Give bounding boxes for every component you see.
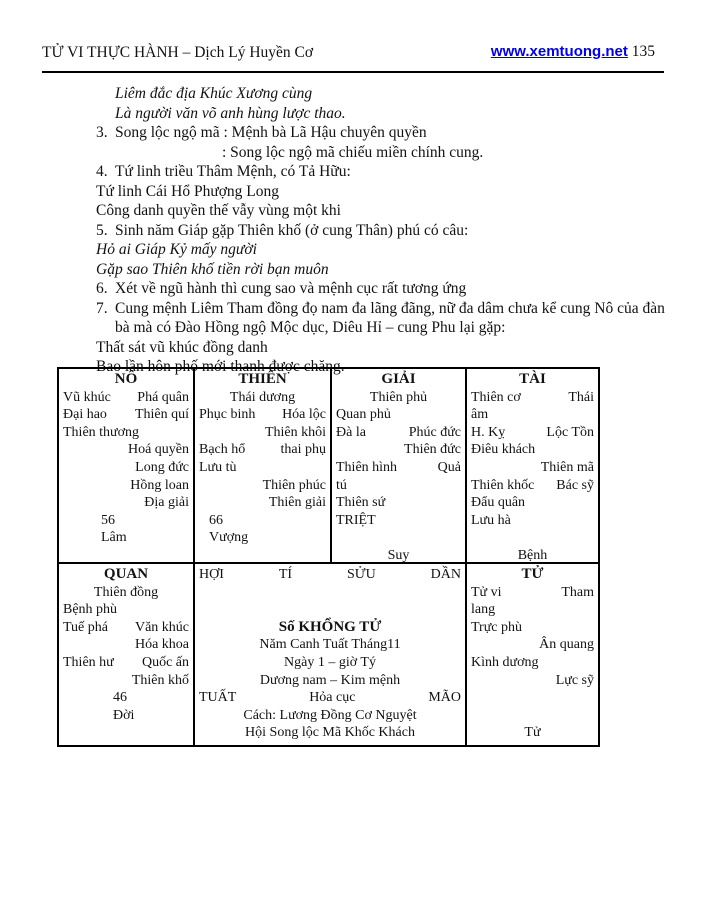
star-label: Phục binh [199, 407, 256, 423]
chart-line [471, 724, 594, 742]
body-line-text: Tứ linh Cái Hổ Phượng Long [96, 182, 280, 200]
chart-line [471, 654, 594, 672]
body-line [222, 143, 687, 163]
chart-line [63, 584, 189, 602]
star-label: Long đức [135, 459, 189, 475]
chart-line [199, 689, 461, 707]
star-label: Hóa khoa [134, 637, 189, 653]
star-label: DẦN [430, 567, 461, 582]
chart-line [471, 477, 594, 495]
chart-line [199, 672, 461, 690]
body-line-text: bà mà có Đào Hồng ngộ Mộc dục, Diêu Hỉ – cung Phu lại gặp: [115, 319, 506, 336]
chart-line [199, 724, 461, 742]
chart-line [471, 406, 594, 424]
body-line-text: Hỏ ai Giáp Kỷ mấy người [96, 241, 257, 258]
body-line [115, 104, 687, 124]
website-link[interactable]: www.xemtuong.net [490, 43, 628, 60]
palace-quan-header: QUAN [103, 566, 149, 582]
page-title: TỬ VI THỰC HÀNH – Dịch Lý Huyền Cơ [42, 44, 314, 61]
star-label: lang [471, 602, 496, 618]
chart-line [471, 389, 594, 407]
chart-line [471, 529, 594, 547]
chart-line [336, 424, 461, 442]
palace-tai-header: TÀI [519, 371, 546, 387]
star-label: H. Kỵ [471, 424, 506, 440]
star-label: Thiên hình [336, 459, 398, 475]
palace-tu [467, 564, 598, 745]
star-label: Lưu tù [199, 459, 237, 475]
star-label: Tuế phá [63, 619, 108, 635]
chart-line [336, 406, 461, 424]
star-label: TRIỆT [336, 512, 376, 528]
star-label: Bác sỹ [556, 477, 594, 493]
star-label: Văn khúc [134, 619, 189, 635]
star-label: Tử vi [471, 584, 502, 600]
chart-line [471, 636, 594, 654]
chart-line [63, 424, 189, 442]
chart-line [471, 601, 594, 619]
chart-line [199, 619, 461, 637]
chart-line [63, 654, 189, 672]
star-label: Thiên phúc [262, 477, 326, 493]
page-number: 135 [631, 43, 655, 60]
chart-line [63, 601, 189, 619]
star-label: Đẩu quân [471, 495, 526, 511]
star-label: Quan phủ [336, 407, 391, 423]
chart-line [63, 389, 189, 407]
body-line-text: Liêm đắc địa Khúc Xương cùng [115, 85, 313, 102]
star-label: Thiên sứ [336, 495, 386, 511]
body-line-text: Thất sát vũ khúc đồng danh [96, 338, 268, 356]
star-label: Thiên mã [540, 459, 594, 475]
body-line [96, 260, 687, 280]
chart-line [199, 494, 326, 512]
palace-giai-header: GIẢI [381, 371, 416, 387]
star-label: Đời [113, 707, 135, 723]
star-label: Ngày 1 – giờ Tý [284, 654, 376, 670]
star-label: Quả [437, 459, 461, 475]
chart-line [199, 512, 326, 530]
body-line [96, 221, 687, 241]
star-label: Địa giải [144, 495, 189, 511]
palace-thien-header: THIÊN [238, 371, 287, 387]
star-label: Phá quân [137, 389, 189, 405]
chart-line [63, 619, 189, 637]
star-label: 56 [101, 512, 115, 528]
star-label: Hóa lộc [282, 407, 326, 423]
chart-line [199, 707, 461, 725]
star-label: Hồng loan [130, 477, 189, 493]
chart-line [63, 689, 189, 707]
chart-line [336, 494, 461, 512]
star-label: Thiên quí [134, 407, 189, 423]
center-panel [195, 564, 467, 745]
star-label: Vượng [209, 530, 249, 546]
list-number: 4. [96, 163, 108, 180]
star-label: Thiên đức [404, 442, 461, 458]
star-label: Quốc ấn [141, 654, 189, 670]
body-text [42, 84, 687, 377]
body-line-text: : Song lộc ngộ mã chiếu miền chính cung. [222, 143, 484, 161]
star-label: Đại hao [63, 407, 107, 423]
body-line-text: Cung mệnh Liêm Tham đồng đọ nam đa lãng đãng, nữ đa dâm chưa kể cung Nô của đàn [115, 299, 665, 317]
palace-thien [195, 369, 332, 564]
chart-line [63, 406, 189, 424]
star-label: Suy [387, 547, 410, 563]
body-line-text: Xét về ngũ hành thì cung sao và mệnh cục rất tương ứng [115, 280, 467, 297]
body-line [96, 182, 687, 202]
chart-line [199, 459, 326, 477]
star-label: Hội Song lộc Mã Khốc Khách [245, 725, 415, 741]
palace-tai [467, 369, 598, 564]
star-label: Lâm [101, 530, 127, 546]
body-line [96, 123, 687, 143]
palace-no-header: NÔ [114, 371, 138, 387]
chart-line [471, 689, 594, 707]
chart-line [471, 707, 594, 725]
chart-line [63, 529, 189, 547]
body-line [96, 279, 687, 299]
star-label: SỬU [346, 567, 376, 582]
chart-line [471, 494, 594, 512]
chart-line [199, 529, 326, 547]
list-number: 7. [96, 299, 108, 317]
palace-giai [332, 369, 467, 564]
body-line-text: Bao lần hôn phố mới thanh được chăng. [96, 358, 345, 375]
star-label: Kình dương [471, 654, 539, 670]
chart-line [199, 584, 461, 602]
chart-line [63, 494, 189, 512]
star-label: HỢI [199, 567, 224, 582]
star-label: Thiên khốc [471, 477, 535, 493]
list-number: 5. [96, 221, 108, 239]
star-label: Số KHỔNG TỬ [278, 618, 382, 635]
chart-line [471, 512, 594, 530]
chart-line [336, 529, 461, 547]
star-label: TÍ [278, 567, 293, 582]
chart-line [199, 636, 461, 654]
star-label: Thiên đồng [93, 584, 159, 600]
chart-line [471, 441, 594, 459]
body-line-text: Tứ linh triều Thâm Mệnh, có Tả Hữu: [115, 163, 351, 180]
star-label: Tử [524, 725, 541, 741]
chart-line [199, 566, 461, 584]
chart-line [63, 459, 189, 477]
list-number: 6. [96, 280, 108, 297]
star-label: Thiên khôi [264, 424, 326, 440]
star-label: Cách: Lương Đồng Cơ Nguyệt [243, 707, 417, 723]
star-label: Phúc đức [408, 424, 461, 440]
body-line-text: Công danh quyền thế vẫy vùng một khi [96, 202, 341, 219]
star-label: 46 [113, 690, 127, 706]
star-label: TUẤT [199, 690, 237, 706]
chart-line [63, 512, 189, 530]
star-label: Thiên cơ [471, 389, 521, 405]
star-label: Tham [561, 584, 594, 600]
chart-line [336, 459, 461, 477]
star-label: Điêu khách [471, 442, 536, 458]
star-label: Thiên hư [63, 654, 114, 670]
chart-line [63, 477, 189, 495]
star-label: Vũ khúc [63, 389, 111, 405]
star-label: Lộc Tồn [546, 424, 594, 440]
chart-line [471, 424, 594, 442]
chart-line [336, 389, 461, 407]
body-line [96, 201, 687, 221]
header-rule [42, 71, 664, 73]
body-line [96, 338, 687, 358]
star-label: Bệnh [517, 547, 548, 563]
chart-line [63, 441, 189, 459]
star-label: Dương nam – Kim mệnh [259, 672, 401, 688]
body-line-text: Gặp sao Thiên khố tiền rời bạn muôn [96, 260, 329, 278]
chart-line [63, 707, 189, 725]
palace-no [59, 369, 195, 564]
star-label: Lực sỹ [555, 672, 594, 688]
header-right [491, 43, 655, 61]
star-label: Thiên phủ [369, 389, 428, 405]
chart-line [471, 672, 594, 690]
chart-line [199, 601, 461, 619]
body-line [115, 84, 687, 104]
chart-line [199, 389, 326, 407]
body-line-text: Song lộc ngộ mã : Mệnh bà Lã Hậu chuyên quyền [115, 124, 427, 141]
chart-line [471, 584, 594, 602]
chart-line [199, 477, 326, 495]
chart-line [199, 441, 326, 459]
star-label: âm [471, 407, 489, 423]
chart-line [63, 672, 189, 690]
star-label: Thiên khố [131, 672, 189, 688]
body-line [96, 299, 687, 319]
chart-line [199, 654, 461, 672]
body-line [115, 318, 687, 338]
body-line [96, 240, 687, 260]
chart-line [63, 636, 189, 654]
chart-line [336, 547, 461, 564]
chart-line [471, 459, 594, 477]
star-label: Bệnh phù [63, 602, 118, 618]
body-line [96, 162, 687, 182]
chart-line [336, 441, 461, 459]
chart-line [199, 424, 326, 442]
star-label: Thái dương [229, 389, 296, 405]
star-label: Năm Canh Tuất Tháng11 [259, 637, 401, 653]
star-label: Hoá quyền [127, 442, 189, 458]
list-number: 3. [96, 124, 108, 141]
chart-line [199, 406, 326, 424]
chart-line [336, 512, 461, 530]
star-label: Ân quang [539, 637, 594, 653]
star-label: tú [336, 477, 347, 493]
star-label: thai phụ [280, 442, 326, 458]
chart-line [336, 477, 461, 495]
star-label: 66 [209, 512, 223, 528]
body-line-text: Sinh năm Giáp gặp Thiên khố (ở cung Thân) phú có câu: [115, 221, 469, 239]
star-label: Đà la [336, 424, 366, 440]
star-label: Thiên thương [63, 424, 140, 440]
star-label: Trực phù [471, 619, 523, 635]
palace-quan [59, 564, 195, 745]
chart-line [471, 547, 594, 564]
star-label: Bạch hổ [199, 442, 246, 458]
palace-tu-header: TỬ [521, 566, 544, 582]
star-label: Lưu hà [471, 512, 511, 528]
chart-line [471, 619, 594, 637]
star-label: Thái [568, 389, 594, 405]
star-label: MÃO [428, 690, 461, 706]
star-label: Thiên giải [268, 495, 326, 511]
body-line-text: Là người văn võ anh hùng lược thao. [115, 104, 346, 122]
tuvi-chart [57, 367, 600, 747]
star-label: Hỏa cục [309, 690, 356, 706]
